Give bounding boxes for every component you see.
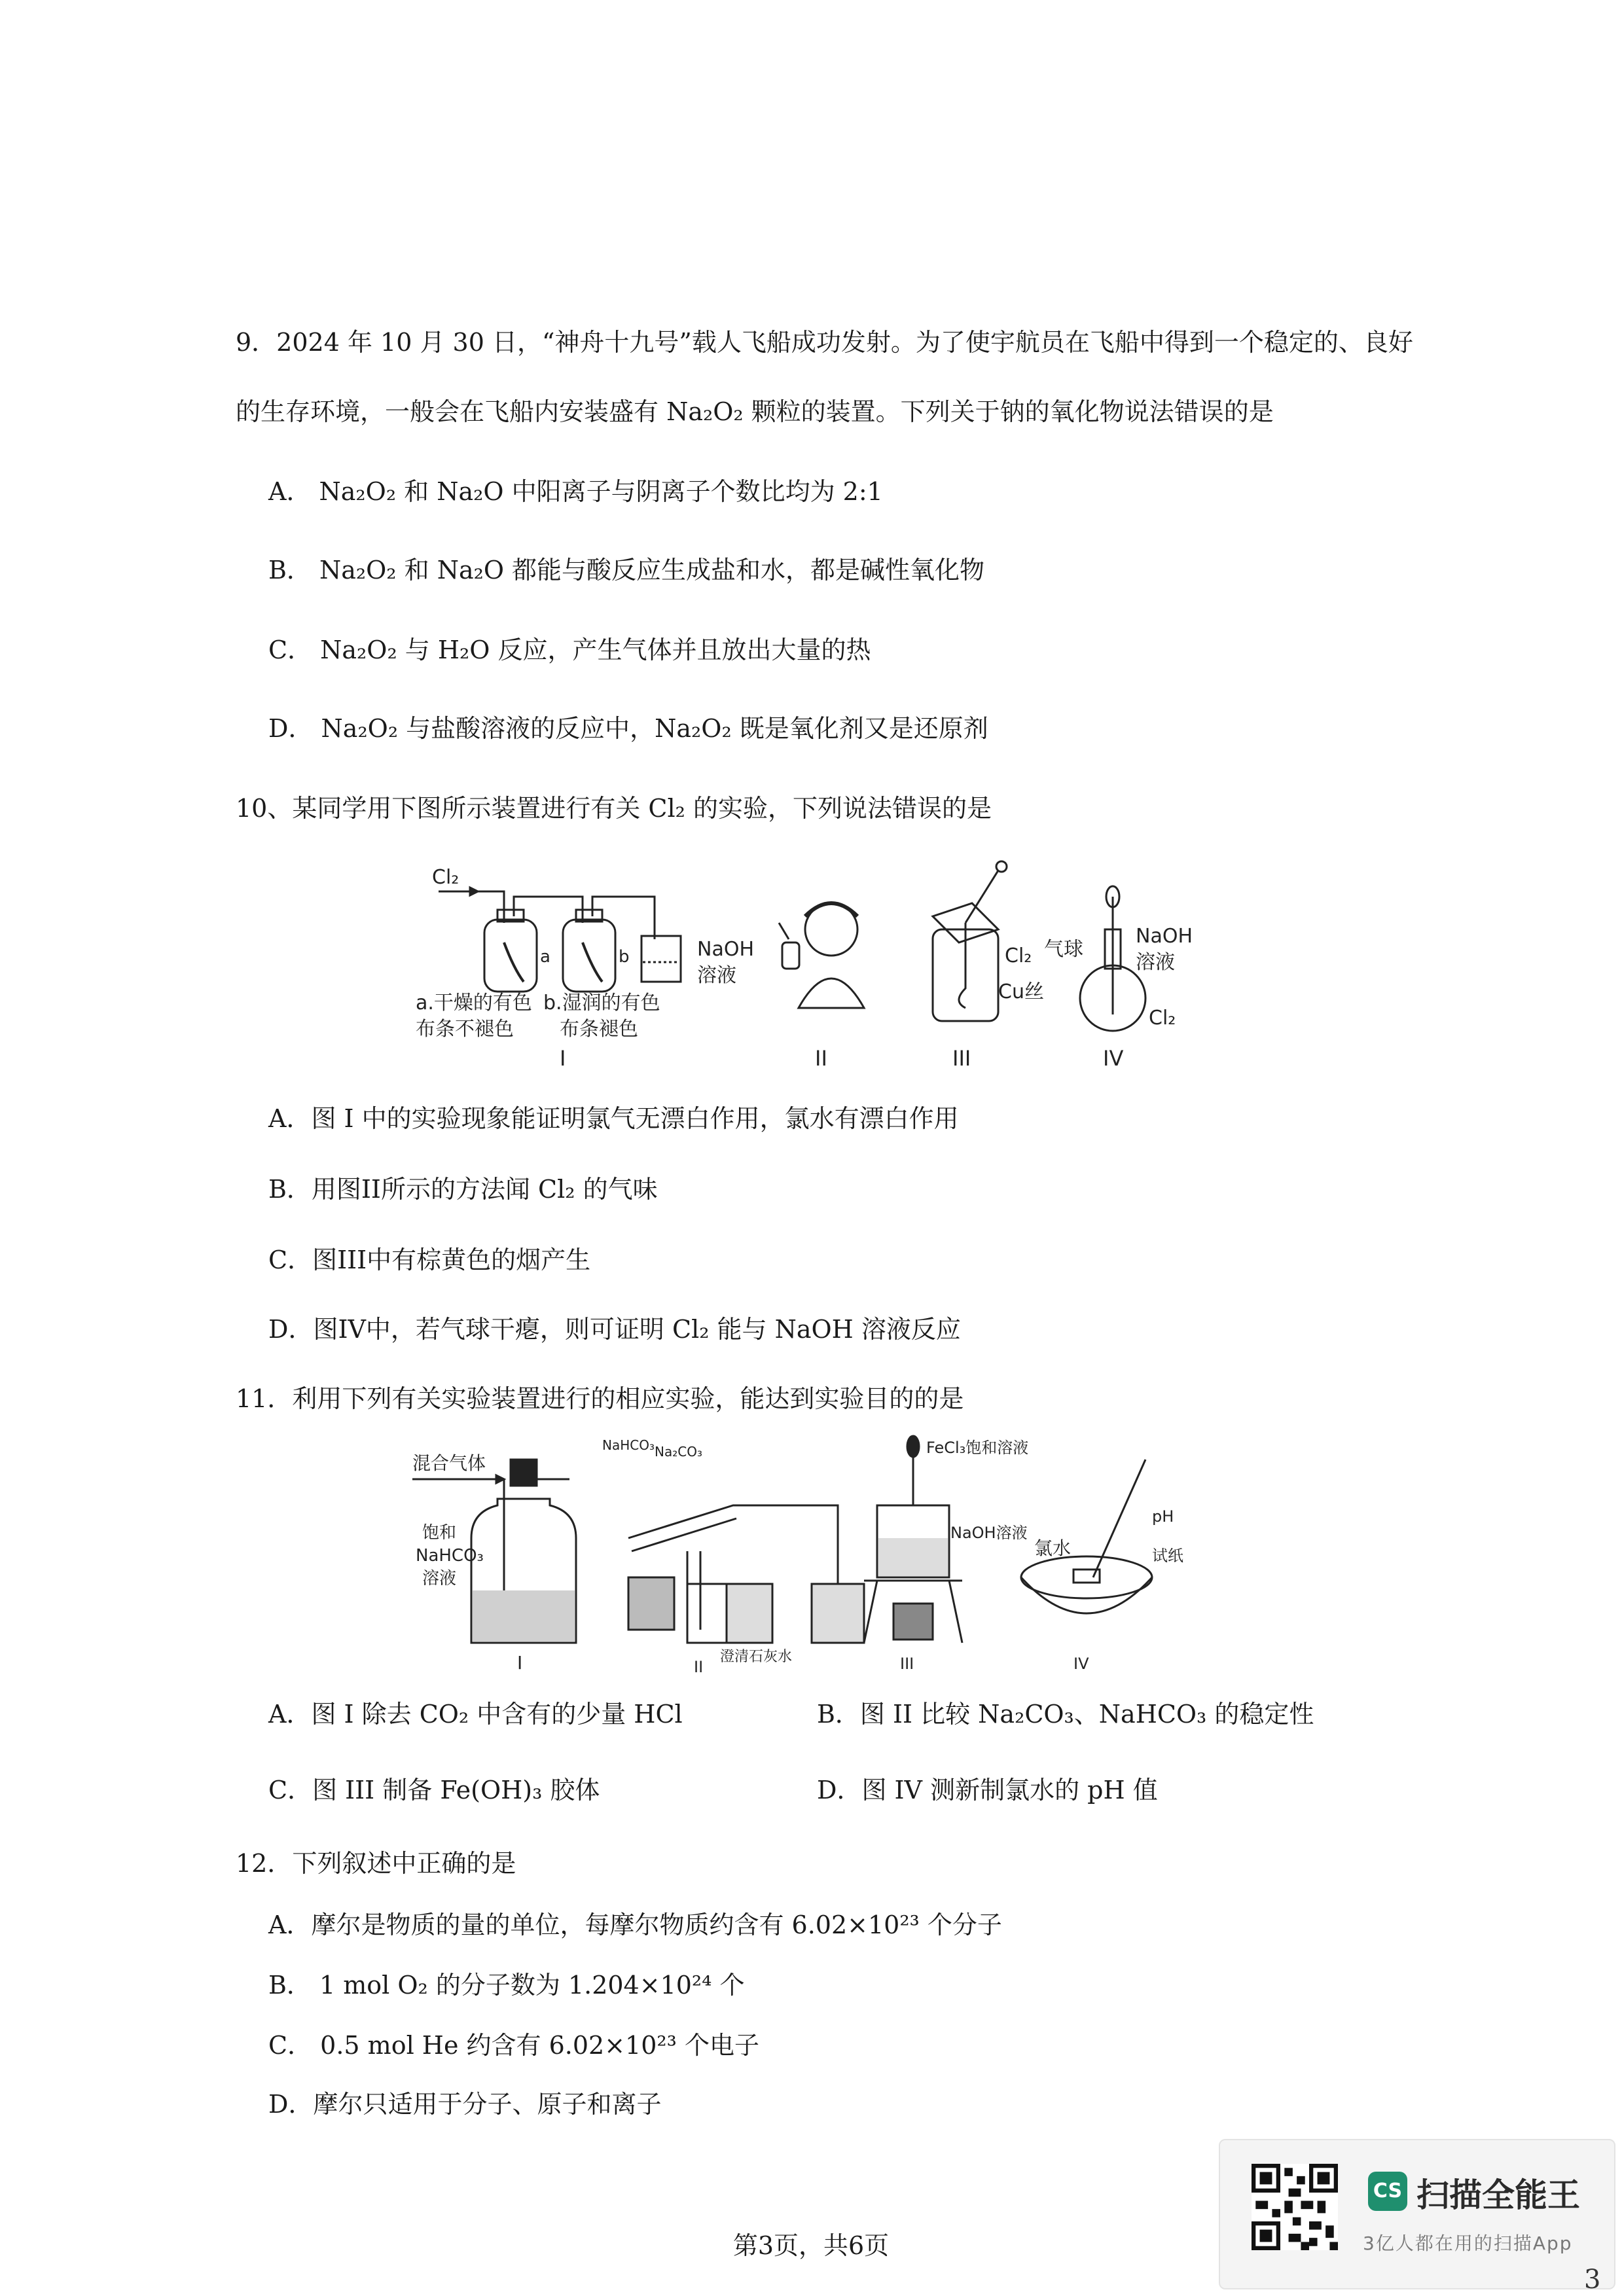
q10-fig4-balloon: 气球	[1044, 938, 1083, 961]
q9-stem-line1: 9．2024 年 10 月 30 日，“神舟十九号”载人飞船成功发射。为了使宇航员在飞船中得到一个稳定的、良好	[236, 328, 1413, 357]
q10-fig1-solution: 溶液	[697, 964, 736, 987]
q12-option-c: C． 0.5 mol He 约含有 6.02×10²³ 个电子	[268, 2031, 759, 2060]
q11-fig2-na2co3: Na₂CO₃	[655, 1444, 702, 1460]
q11-fig3-fecl3: FeCl₃饱和溶液	[926, 1439, 1029, 1457]
q11-fig1-sat1: 饱和	[422, 1523, 457, 1543]
q10-fig3-cl2: Cl₂	[1005, 944, 1032, 967]
q11-option-c: C．图 III 制备 Fe(OH)₃ 胶体	[268, 1776, 600, 1804]
q10-fig2-person	[779, 903, 864, 1008]
q10-figure	[406, 857, 1217, 1073]
q11-fig4-numeral: IV	[1073, 1655, 1089, 1673]
q10-fig4-naoh: NaOH	[1136, 925, 1193, 948]
q10-fig1-a-mark: a	[540, 947, 550, 967]
q11-fig4-chlorine-water: 氯水	[1034, 1537, 1072, 1559]
q10-fig1-gas-label: Cl₂	[432, 866, 460, 889]
scanner-app-name: 扫描全能王	[1416, 2176, 1580, 2214]
q10-fig3-numeral: III	[952, 1046, 971, 1071]
q10-fig1-label-b2: 布条褪色	[560, 1018, 638, 1041]
q10-fig1-apparatus	[439, 888, 681, 992]
q9-option-c: C． Na₂O₂ 与 H₂O 反应，产生气体并且放出大量的热	[268, 636, 871, 664]
q11-fig2-numeral: II	[694, 1658, 704, 1676]
cs-logo-icon: CS	[1368, 2172, 1407, 2211]
q11-option-b: B．图 II 比较 Na₂CO₃、NaHCO₃ 的稳定性	[817, 1700, 1314, 1729]
q11-option-a: A．图 I 除去 CO₂ 中含有的少量 HCl	[268, 1700, 683, 1729]
q11-fig1-mixed-gas: 混合气体	[412, 1452, 486, 1474]
q10-option-a: A．图 I 中的实验现象能证明氯气无漂白作用，氯水有漂白作用	[268, 1104, 959, 1133]
q10-fig1-label-a2: 布条不褪色	[416, 1018, 514, 1041]
q12-option-b: B． 1 mol O₂ 的分子数为 1.204×10²⁴ 个	[268, 1971, 745, 2000]
q10-fig3-cu: Cu丝	[998, 980, 1044, 1003]
q11-option-d: D．图 IV 测新制氯水的 pH 值	[817, 1776, 1158, 1804]
q10-fig1-label-a1: a.干燥的有色	[416, 992, 532, 1014]
q11-fig2-limewater: 澄清石灰水	[720, 1649, 793, 1665]
q11-fig2-apparatus	[628, 1505, 864, 1643]
q12-option-a: A．摩尔是物质的量的单位，每摩尔物质约含有 6.02×10²³ 个分子	[268, 1910, 1002, 1939]
q12-stem: 12．下列叙述中正确的是	[236, 1849, 516, 1878]
q10-fig3-apparatus	[933, 861, 1007, 1021]
q10-fig1-numeral: I	[560, 1046, 566, 1071]
q11-fig3-apparatus	[864, 1436, 962, 1643]
q10-fig4-cl2: Cl₂	[1149, 1007, 1176, 1030]
q10-option-b: B．用图II所示的方法闻 Cl₂ 的气味	[268, 1175, 658, 1204]
q11-fig2-nahco3: NaHCO₃	[602, 1437, 655, 1453]
scanner-app-tagline: 3亿人都在用的扫描App	[1363, 2233, 1573, 2254]
q11-fig1-sat2: NaHCO₃	[416, 1546, 484, 1566]
q10-fig1-naoh: NaOH	[697, 938, 754, 961]
q11-fig3-numeral: III	[900, 1655, 914, 1673]
q11-figure	[406, 1433, 1191, 1676]
q11-stem: 11．利用下列有关实验装置进行的相应实验，能达到实验目的的是	[236, 1384, 964, 1413]
scanner-watermark-badge	[1219, 2139, 1615, 2289]
q10-option-c: C．图III中有棕黄色的烟产生	[268, 1246, 591, 1274]
q10-fig4-solution: 溶液	[1136, 951, 1175, 974]
q11-fig3-naoh: NaOH溶液	[950, 1524, 1028, 1542]
page-corner-mark: 3	[1584, 2265, 1601, 2295]
q9-option-d: D． Na₂O₂ 与盐酸溶液的反应中，Na₂O₂ 既是氧化剂又是还原剂	[268, 714, 988, 743]
q10-fig1-b-mark: b	[619, 947, 630, 967]
q10-fig2-numeral: II	[815, 1046, 827, 1071]
q11-fig1-numeral: I	[517, 1652, 523, 1674]
qr-code-icon	[1252, 2164, 1338, 2250]
q9-option-b: B． Na₂O₂ 和 Na₂O 都能与酸反应生成盐和水，都是碱性氧化物	[268, 556, 985, 584]
q10-fig4-numeral: IV	[1103, 1046, 1124, 1071]
q10-fig1-label-b1: b.湿润的有色	[543, 992, 660, 1014]
q10-option-d: D．图IV中，若气球干瘪，则可证明 Cl₂ 能与 NaOH 溶液反应	[268, 1315, 961, 1344]
page-footer: 第3页，共6页	[732, 2231, 890, 2260]
q11-fig4-paper: 试纸	[1152, 1547, 1183, 1565]
q10-stem: 10、某同学用下图所示装置进行有关 Cl₂ 的实验，下列说法错误的是	[236, 794, 992, 823]
q9-option-a: A． Na₂O₂ 和 Na₂O 中阳离子与阴离子个数比均为 2:1	[268, 477, 883, 506]
q11-fig4-apparatus	[1021, 1460, 1152, 1613]
q11-fig4-ph: pH	[1152, 1507, 1174, 1526]
q12-option-d: D．摩尔只适用于分子、原子和离子	[268, 2090, 662, 2119]
q9-stem-line2: 的生存环境，一般会在飞船内安装盛有 Na₂O₂ 颗粒的装置。下列关于钠的氧化物说法错误的是	[236, 397, 1274, 426]
q11-fig1-sat3: 溶液	[422, 1569, 457, 1588]
